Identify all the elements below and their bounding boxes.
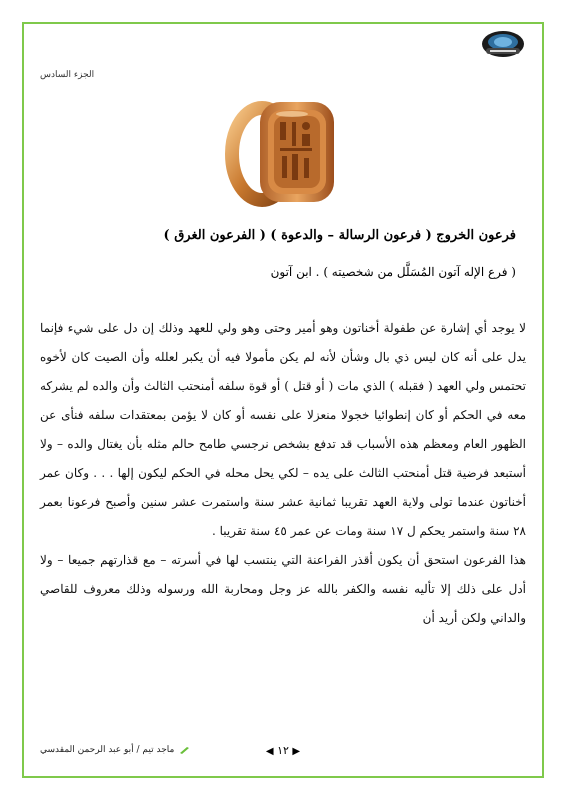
pen-icon — [180, 746, 190, 754]
article-title: فرعون الخروج ( فرعون الرسالة – والدعوة ) ( الفرعون الغرق ) — [163, 228, 516, 243]
page-number: ١٢ — [277, 744, 289, 757]
running-header: الجزء السادس — [40, 70, 95, 80]
article-subtitle: ( فرع الإله آتون المُسَلَّل من شخصيته ) . ابن آتون — [270, 265, 516, 279]
next-page-button[interactable]: ▶ — [292, 746, 301, 757]
prev-page-button[interactable]: ◀ — [265, 746, 274, 757]
paragraph: لا يوجد أي إشارة عن طفولة أخناتون وهو أمير وحتى وهو ولي للعهد وذلك إن دل على شيء فإنما يدل على أنه كان ليس ذي بال وشأن لأنه لم يكن مأمولا فيه أن يكبر لعلله وأن الصيت كان لأخوه تحتمس ولي العهد ( فقبله ) الذي مات ( أو قتل ) أو قوة سلفه أمنحتب الثالث وأن والده لم يشركه معه في الحكم أو كان إنطوائيا خجولا منعزلا على نفسه أو كان لا يؤمن بمعتقدات سلفه فنأى عن الظهور العام ومعظم هذه الأسباب قد تدفع بشخص نرجسي طامح حالم مثله بأن يغتال والده – ولا أستبعد فرضية قتل أمنحتب الثالث على يده – لكي يحل محله في الحكم ليكون إلها . . . وكان عمر أخناتون عندما تولى ولاية العهد تقريبا ثمانية عشر سنة واستمرت عشر سنين وأصبح فرعونا بعمر ٢٨ سنة واستمر يحكم ل ١٧ سنة ومات عن عمر ٤٥ سنة تقريبا . — [40, 321, 526, 538]
pharaoh-ring-image — [222, 92, 344, 212]
article-body — [40, 314, 526, 633]
author-name: ماجد تيم / أبو عبد الرحمن المقدسي — [40, 745, 175, 755]
footer-author — [40, 745, 190, 755]
publisher-logo-icon — [480, 28, 526, 60]
page-navigation — [230, 744, 336, 757]
paragraph: هذا الفرعون استحق أن يكون أقذر الفراعنة التي ينتسب لها في أسرته – مع قذارتهم جميعا – ولا أدل على ذلك إلا تأليه نفسه والكفر بالله عز وجل ومحاربة الله ورسوله وذلك معروف للقاصي والداني ولكن أريد أن — [40, 553, 526, 625]
